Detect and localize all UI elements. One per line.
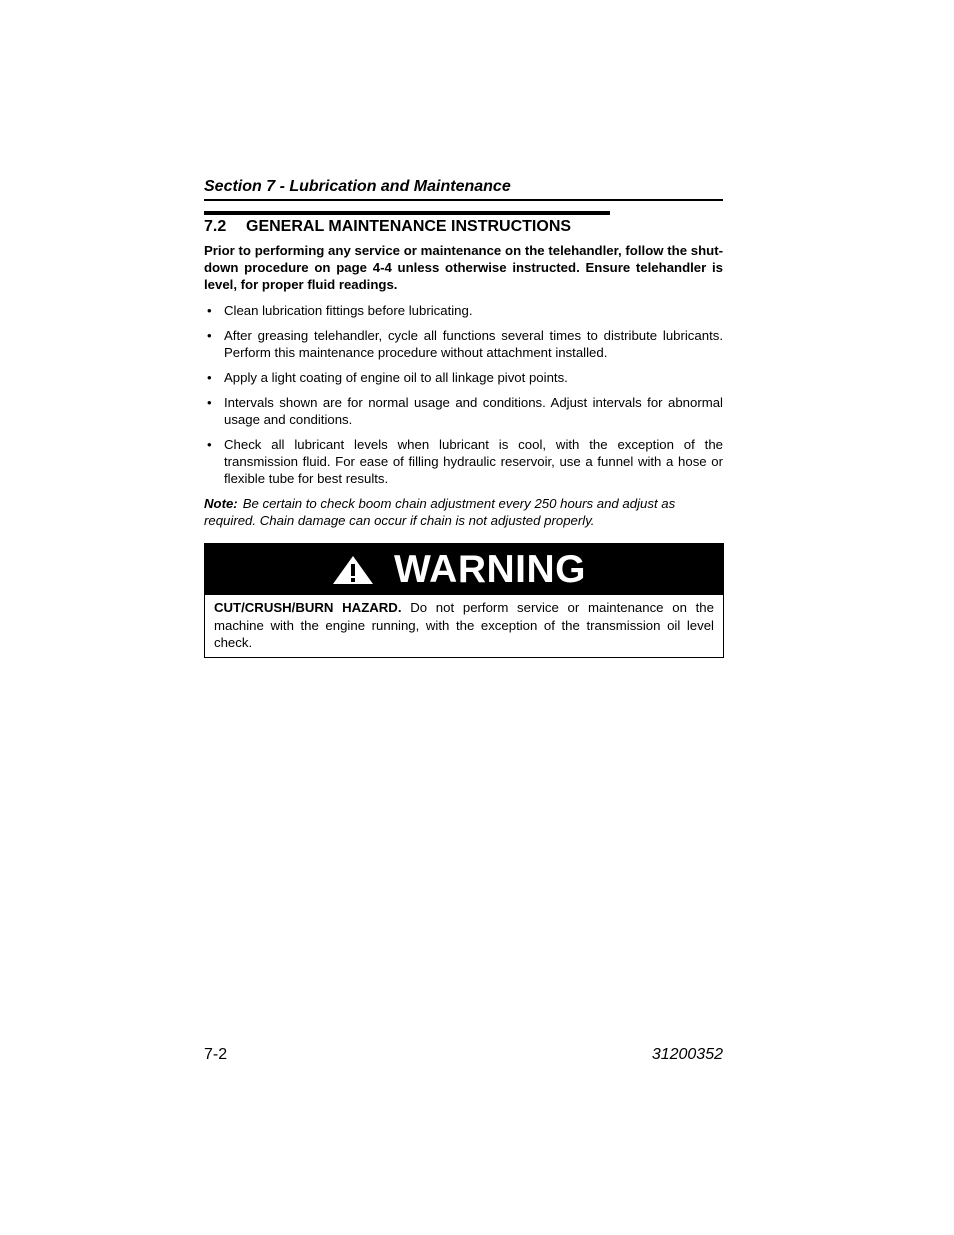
bullet-icon: • <box>207 437 212 452</box>
warning-box <box>204 543 724 658</box>
bullet-icon: • <box>207 328 212 343</box>
note-paragraph <box>204 495 723 529</box>
list-item-text: Clean lubrication fittings before lubricating. <box>224 303 473 318</box>
warning-triangle-icon <box>332 555 374 585</box>
page-number: 7-2 <box>204 1046 228 1063</box>
warning-message <box>205 595 723 657</box>
list-item <box>204 327 723 361</box>
section-title: GENERAL MAINTENANCE INSTRUCTIONS <box>246 218 572 235</box>
list-item <box>204 394 723 428</box>
warning-banner <box>205 544 723 595</box>
list-item-text: After greasing telehandler, cycle all functions several times to distribute lubricants. Perform this maintenance procedure without attachment installed. <box>224 328 723 360</box>
intro-paragraph: Prior to performing any service or maintenance on the telehandler, follow the shut-down procedure on page 4-4 unless otherwise instructed. Ensure telehandler is level, for proper fluid readings. <box>204 243 723 292</box>
section-number: 7.2 <box>204 218 227 235</box>
warning-text: Do not perform service or maintenance on the machine with the engine running, with the exception of the transmission oil level check. <box>214 600 714 650</box>
document-number: 31200352 <box>651 1046 723 1063</box>
list-item <box>204 302 723 319</box>
bullet-icon: • <box>207 395 212 410</box>
running-header: Section 7 - Lubrication and Maintenance <box>204 176 723 201</box>
list-item <box>204 369 723 386</box>
list-item-text: Check all lubricant levels when lubricant is cool, with the exception of the transmission fluid. For ease of filling hydraulic reservoir, use a funnel with a hose or flexible tube for best results. <box>224 437 723 486</box>
list-item-text: Apply a light coating of engine oil to all linkage pivot points. <box>224 370 568 385</box>
maintenance-bullet-list <box>204 302 723 487</box>
note-label: Note: <box>204 496 238 511</box>
hazard-label: CUT/CRUSH/BURN HAZARD. <box>214 600 402 615</box>
page-content <box>204 176 723 658</box>
list-item <box>204 436 723 487</box>
bullet-icon: • <box>207 370 212 385</box>
list-item-text: Intervals shown are for normal usage and conditions. Adjust intervals for abnormal usage and conditions. <box>224 395 723 427</box>
bullet-icon: • <box>207 303 212 318</box>
warning-heading: WARNING <box>394 548 586 591</box>
section-heading <box>204 211 610 237</box>
note-text: Be certain to check boom chain adjustment every 250 hours and adjust as required. Chain damage can occur if chain is not adjusted properly. <box>204 496 676 528</box>
